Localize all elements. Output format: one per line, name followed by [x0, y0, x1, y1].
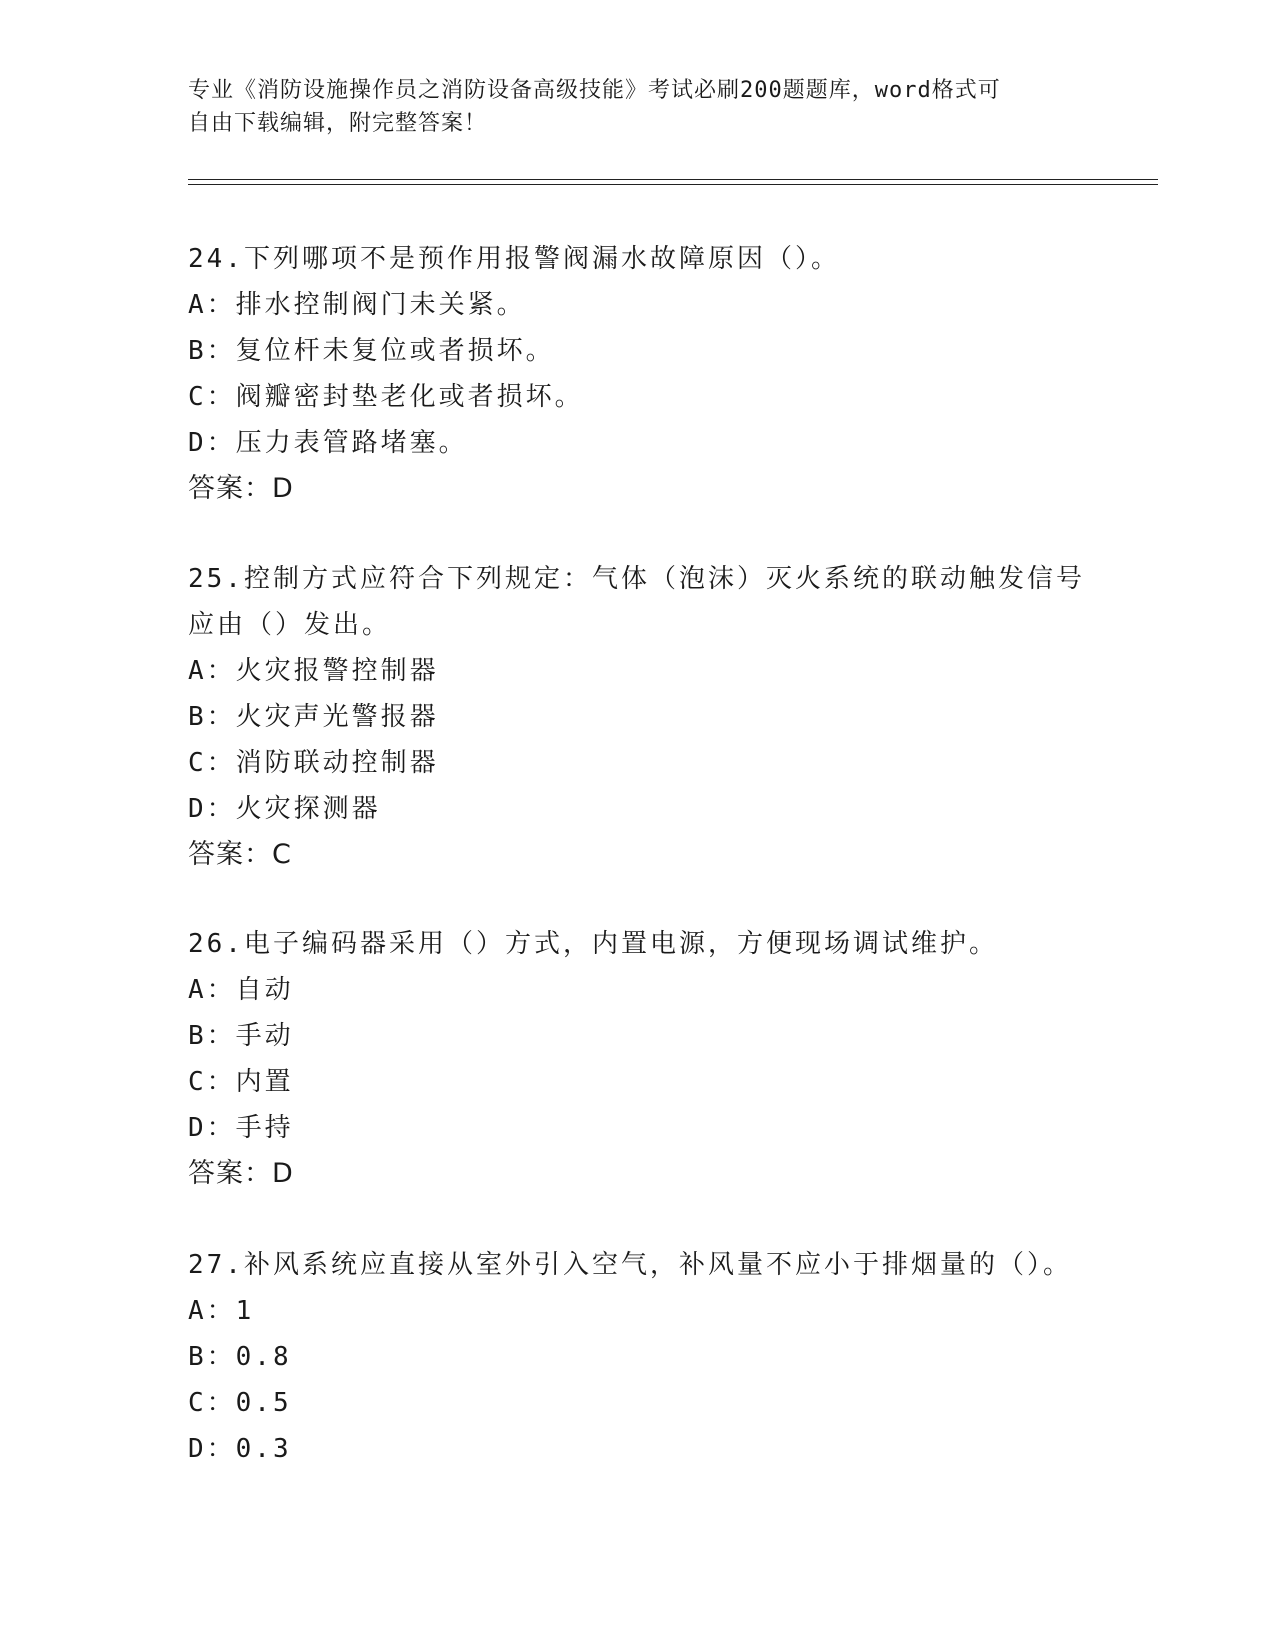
question-26	[188, 921, 1088, 1197]
question-25	[188, 556, 1088, 878]
header-line-1: 专业《消防设施操作员之消防设备高级技能》考试必刷200题题库，word格式可	[188, 78, 1001, 103]
answer-text: 答案：C	[188, 839, 292, 870]
question-stem-line-2: 应由（）发出。	[188, 610, 392, 640]
option-c: C：内置	[188, 1067, 294, 1097]
option-a: A：自动	[188, 975, 294, 1005]
question-27	[188, 1242, 1088, 1472]
option-c: C：0.5	[188, 1388, 292, 1418]
option-d: D：压力表管路堵塞。	[188, 428, 468, 458]
question-stem: 24.下列哪项不是预作用报警阀漏水故障原因（）。	[188, 244, 840, 274]
header-line-2: 自由下载编辑，附完整答案！	[188, 111, 488, 136]
option-b: B：手动	[188, 1021, 294, 1051]
option-b: B：复位杆未复位或者损坏。	[188, 336, 555, 366]
header-divider-top	[188, 179, 1158, 180]
question-stem-line-1: 25.控制方式应符合下列规定：气体（泡沫）灭火系统的联动触发信号	[188, 564, 1085, 594]
option-b: B：火灾声光警报器	[188, 702, 439, 732]
answer-text: 答案：D	[188, 1158, 294, 1189]
question-stem: 27.补风系统应直接从室外引入空气，补风量不应小于排烟量的（）。	[188, 1250, 1072, 1280]
question-24	[188, 236, 1088, 512]
question-stem: 26.电子编码器采用（）方式，内置电源，方便现场调试维护。	[188, 929, 998, 959]
option-a: A：火灾报警控制器	[188, 656, 439, 686]
option-a: A：排水控制阀门未关紧。	[188, 290, 526, 320]
option-c: C：消防联动控制器	[188, 748, 439, 778]
option-d: D：手持	[188, 1113, 294, 1143]
option-a: A：1	[188, 1296, 255, 1326]
document-header	[188, 74, 1088, 140]
option-d: D：火灾探测器	[188, 794, 381, 824]
option-b: B：0.8	[188, 1342, 292, 1372]
header-divider-bottom	[188, 184, 1158, 185]
answer-text: 答案：D	[188, 473, 294, 504]
option-c: C：阀瓣密封垫老化或者损坏。	[188, 382, 584, 412]
option-d: D：0.3	[188, 1434, 292, 1464]
